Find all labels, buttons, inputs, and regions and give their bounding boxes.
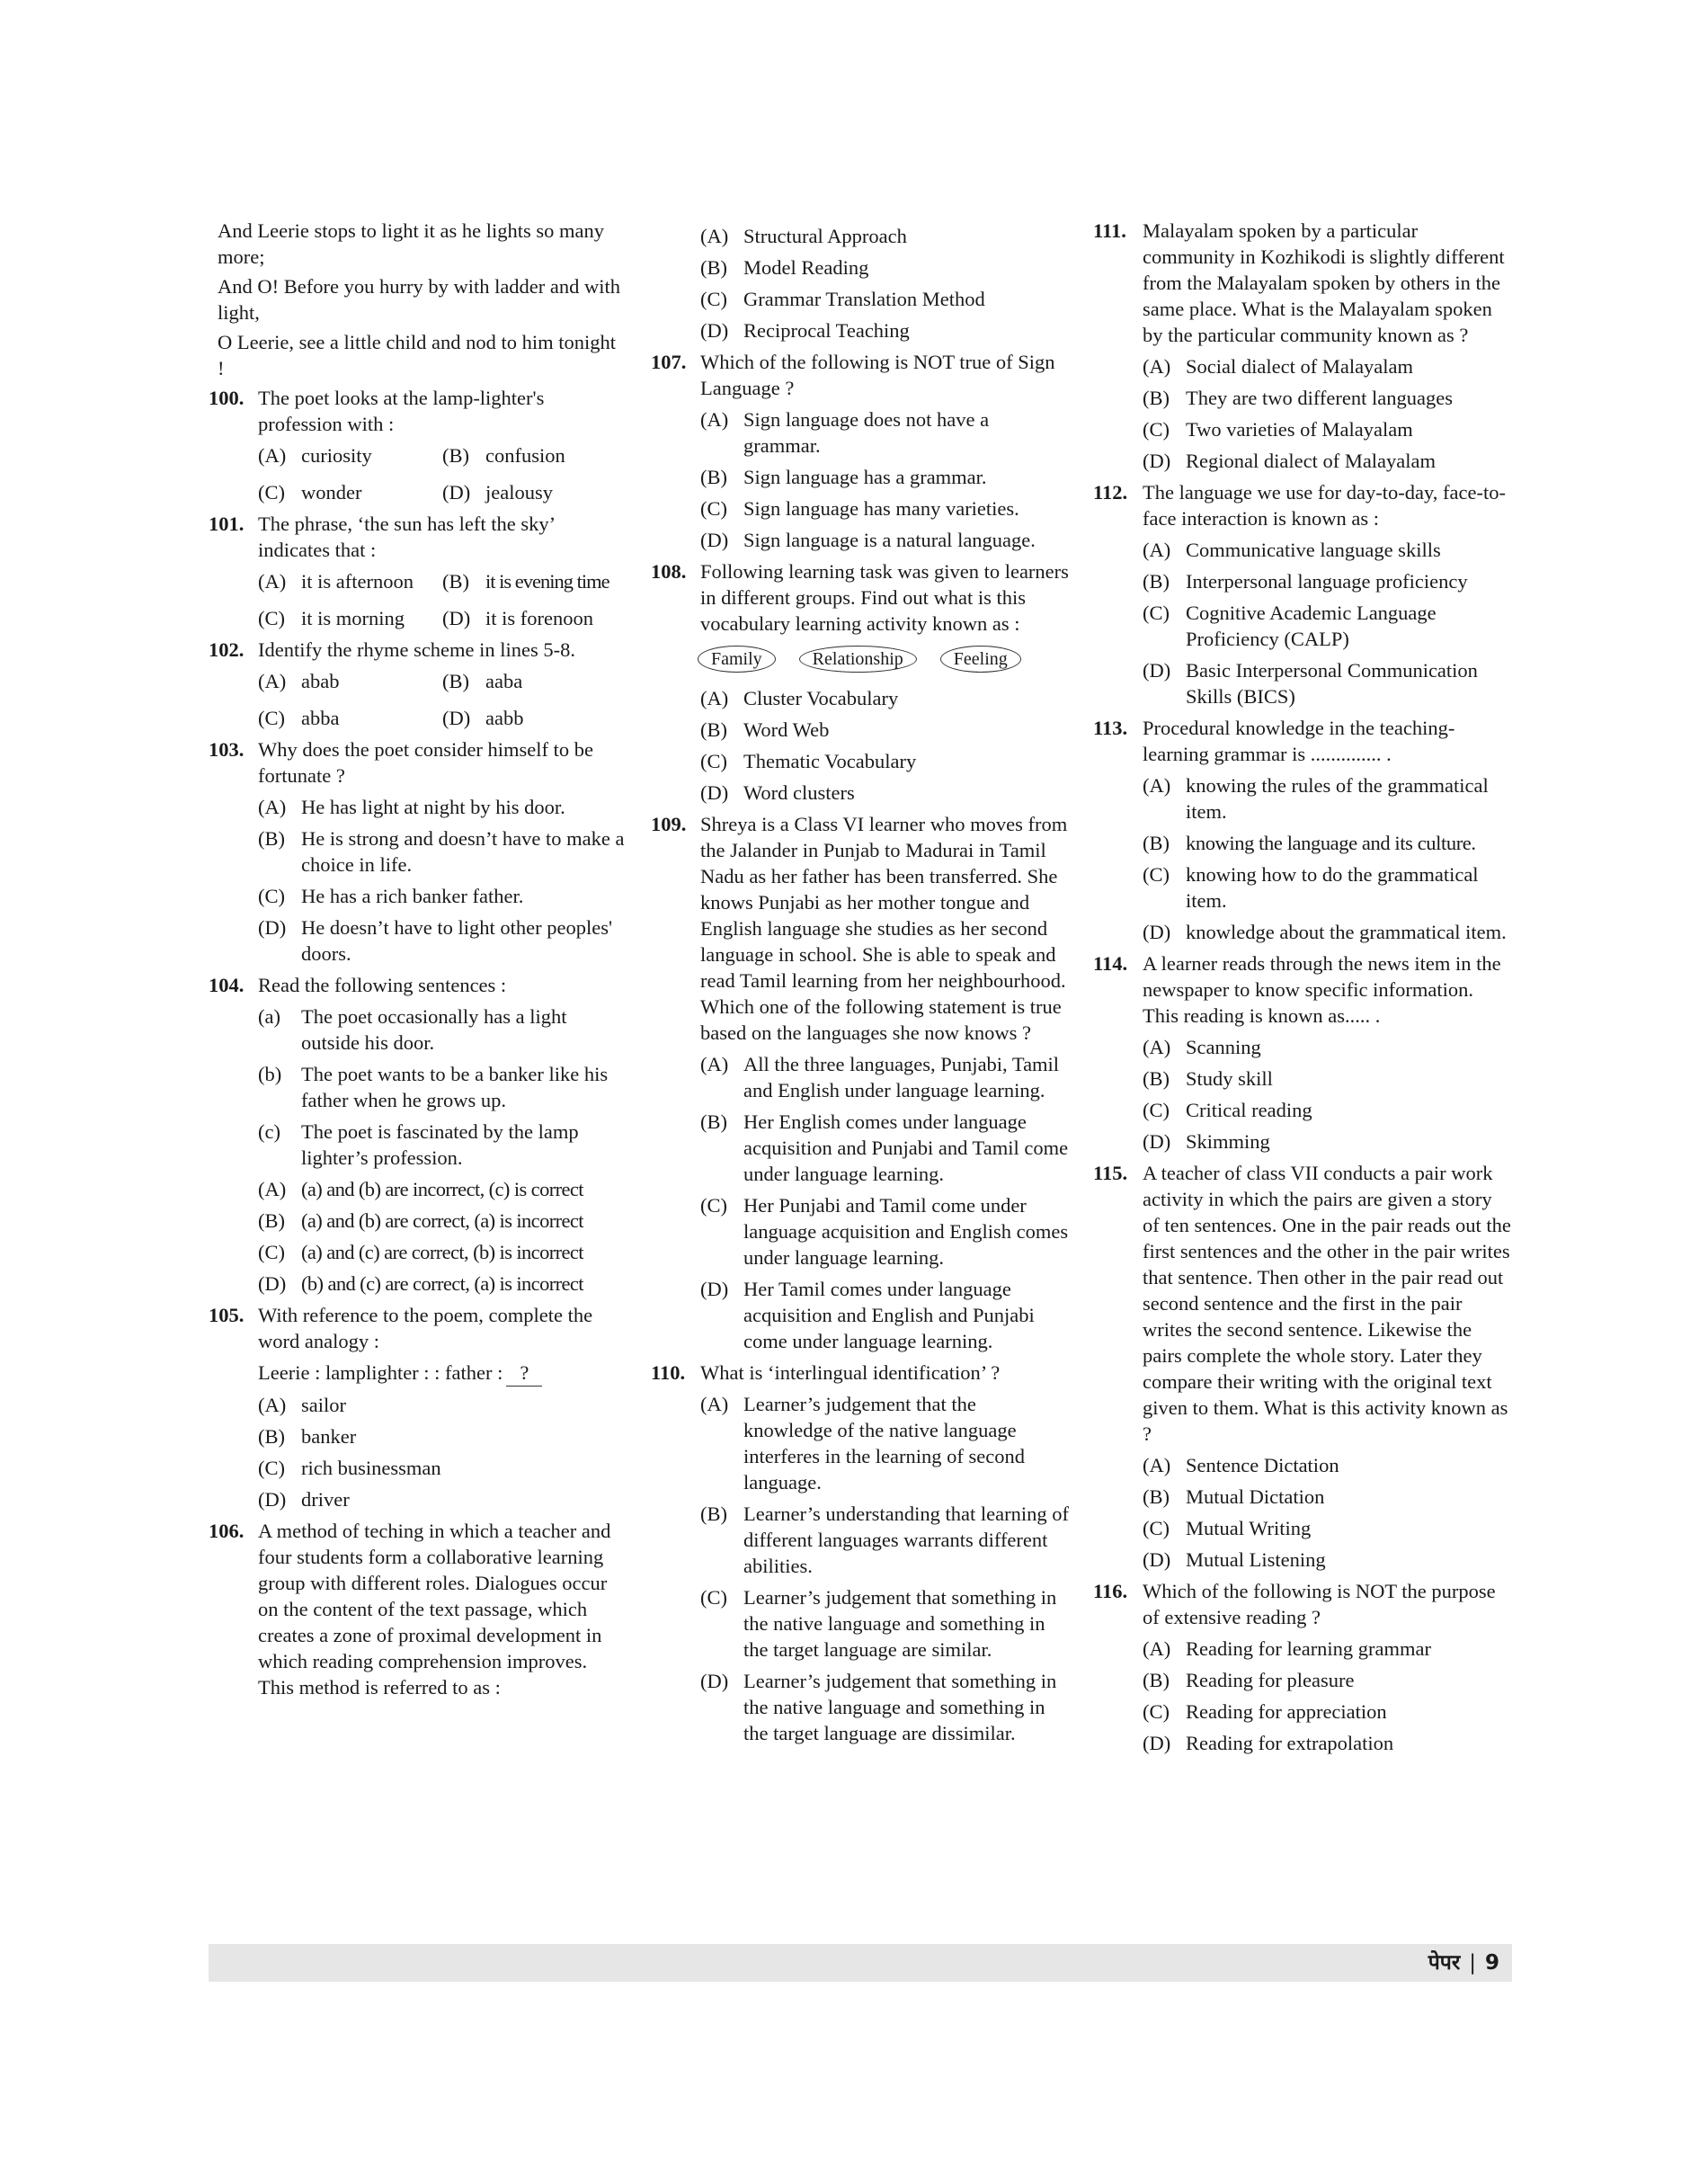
footer-separator: | [1469, 1951, 1476, 1975]
question-text: Why does the poet consider himself to be fortunate ? [258, 738, 594, 787]
option[interactable]: (A) Sign language does not have a grammar. [700, 408, 990, 457]
option[interactable]: (A) abab [258, 670, 340, 692]
page-footer [209, 1944, 1512, 1982]
option[interactable]: (C) Learner’s judgement that something in the native language and something in the target language are similar. [700, 1586, 1057, 1661]
question-text: Read the following sentences : [258, 974, 507, 996]
question-105 [209, 1302, 627, 1512]
option[interactable]: (C) Two varieties of Malayalam [1143, 418, 1413, 441]
option[interactable]: (C) Her Punjabi and Tamil come under language acquisition and English comes under language learning. [700, 1194, 1069, 1269]
question-number: 108. [651, 560, 687, 583]
option[interactable]: (B) Reading for pleasure [1143, 1669, 1355, 1691]
option[interactable]: (C) it is morning [258, 607, 405, 629]
option[interactable]: (A) Reading for learning grammar [1143, 1637, 1432, 1660]
question-115 [1093, 1160, 1512, 1573]
question-number: 106. [209, 1520, 245, 1542]
option[interactable]: (B) knowing the language and its culture. [1143, 832, 1476, 854]
option[interactable]: (D) it is forenoon [442, 607, 593, 629]
page-number: 9 [1484, 1951, 1499, 1975]
question-number: 116. [1093, 1580, 1128, 1602]
question-106 [209, 1518, 627, 1700]
question-109 [651, 811, 1070, 1354]
option[interactable]: (C) Mutual Writing [1143, 1517, 1312, 1539]
statement: (b) The poet wants to be a banker like his father when he grows up. [258, 1063, 609, 1111]
question-text: A method of teching in which a teacher and four students form a collaborative learning group with different roles. Dialogues occur on the content of the text passage, which creates a zone of proximal development in which reading comprehension improves. This method is referred to as : [258, 1520, 611, 1699]
question-106-options [651, 223, 1070, 343]
option[interactable]: (D) Sign language is a natural language. [700, 529, 1036, 551]
question-text: Which of the following is NOT the purpose of extensive reading ? [1143, 1580, 1496, 1628]
option[interactable]: (B) (a) and (b) are correct, (a) is incorrect [258, 1209, 583, 1232]
option[interactable]: (D) Learner’s judgement that something in the native language and something in the target language are dissimilar. [700, 1670, 1057, 1744]
option[interactable]: (B) Learner’s understanding that learning of different languages warrants different abilities. [700, 1503, 1069, 1577]
option[interactable]: (A) He has light at night by his door. [258, 796, 565, 818]
option[interactable]: (C) (a) and (c) are correct, (b) is incorrect [258, 1241, 583, 1263]
question-text: What is ‘interlingual identification’ ? [700, 1361, 1001, 1384]
question-text: Shreya is a Class VI learner who moves from the Jalander in Punjab to Madurai in Tamil Nadu as her father has been transferred. She knows Punjabi as her mother tongue and English language she studies as her second language in school. She is able to speak and read Tamil learning from her neighbourhood. Which one of the following statement is true based on the languages she now knows ? [700, 813, 1068, 1044]
question-text: Identify the rhyme scheme in lines 5-8. [258, 638, 576, 661]
vocabulary-chips [698, 646, 1070, 673]
option-grid [258, 442, 627, 505]
option[interactable]: (A) All the three languages, Punjabi, Tamil and English under language learning. [700, 1053, 1060, 1101]
question-number: 102. [209, 638, 245, 661]
option[interactable]: (B) Interpersonal language proficiency [1143, 570, 1468, 593]
option[interactable]: (A) Learner’s judgement that the knowledge of the native language interferes in the learning of second language. [700, 1393, 1026, 1494]
option[interactable]: (D) Reading for extrapolation [1143, 1732, 1394, 1754]
option[interactable]: (C) Cognitive Academic Language Proficiency (CALP) [1143, 602, 1437, 650]
question-text: The poet looks at the lamp-lighter's profession with : [258, 387, 545, 435]
poem-line: O Leerie, see a little child and nod to him tonight ! [218, 331, 617, 379]
question-number: 104. [209, 974, 245, 996]
analogy-blank: ? [506, 1360, 542, 1387]
option[interactable]: (C) Thematic Vocabulary [700, 750, 917, 772]
question-number: 115. [1093, 1162, 1128, 1184]
option[interactable]: (B) it is evening time [442, 570, 609, 593]
analogy-line: Leerie : lamplighter : : father : ? [258, 1360, 627, 1387]
question-text: Malayalam spoken by a particular community in Kozhikodi is slightly different from the Malayalam spoken by others in the same place. What is the Malayalam spoken by the particular community known as ? [1143, 219, 1505, 346]
option[interactable]: (C) rich businessman [258, 1457, 441, 1479]
option[interactable]: (B) Study skill [1143, 1067, 1273, 1090]
option[interactable]: (D) He doesn’t have to light other peoples' doors. [258, 916, 613, 965]
option[interactable]: (C) Reading for appreciation [1143, 1700, 1387, 1723]
question-text: With reference to the poem, complete the word analogy : [258, 1304, 593, 1352]
question-number: 109. [651, 813, 687, 835]
question-number: 113. [1093, 717, 1128, 739]
question-101 [209, 511, 627, 631]
question-text: Which of the following is NOT true of Sign Language ? [700, 351, 1055, 399]
option[interactable]: (D) jealousy [442, 481, 553, 504]
statement: (c) The poet is fascinated by the lamp lighter’s profession. [258, 1120, 579, 1169]
option[interactable]: (A) Scanning [1143, 1036, 1261, 1058]
question-112 [1093, 479, 1512, 709]
question-number: 100. [209, 387, 245, 409]
question-number: 101. [209, 513, 245, 535]
column-3 [1093, 218, 1512, 1761]
option[interactable]: (C) Sign language has many varieties. [700, 497, 1019, 520]
option[interactable]: (D) knowledge about the grammatical item. [1143, 921, 1507, 943]
question-text: The language we use for day-to-day, face-to-face interaction is known as : [1143, 481, 1506, 530]
question-102 [209, 637, 627, 731]
question-104 [209, 972, 627, 1297]
question-110 [651, 1360, 1070, 1746]
question-number: 103. [209, 738, 245, 761]
option[interactable]: (D) Skimming [1143, 1130, 1270, 1153]
option[interactable]: (B) Mutual Dictation [1143, 1485, 1325, 1508]
option[interactable]: (B) He is strong and doesn’t have to make a choice in life. [258, 827, 625, 876]
question-text: Procedural knowledge in the teaching-learning grammar is .............. . [1143, 717, 1455, 765]
option[interactable]: (D) Regional dialect of Malayalam [1143, 450, 1437, 472]
chip-relationship: Relationship [799, 646, 917, 673]
option[interactable]: (C) abba [258, 707, 340, 729]
option[interactable]: (D) Basic Interpersonal Communication Skills (BICS) [1143, 659, 1478, 708]
option[interactable]: (C) wonder [258, 481, 362, 504]
question-116 [1093, 1578, 1512, 1756]
option[interactable]: (D) Word clusters [700, 781, 855, 804]
option[interactable]: (B) They are two different languages [1143, 387, 1453, 409]
option[interactable]: (B) Model Reading [700, 256, 869, 279]
option[interactable]: (A) knowing the rules of the grammatical item. [1143, 774, 1489, 823]
question-100 [209, 385, 627, 505]
option[interactable]: (B) Sign language has a grammar. [700, 466, 987, 488]
question-text: A teacher of class VII conducts a pair work activity in which the pairs are given a story of ten sentences. One in the pair reads out the first sentences and the other in the pair writes that sentence. Then other in the pair read out second sentence and the first in the pair writes the second sentence. Likewise the pairs complete the whole story. Later they compare their writing with the original text given to them. What is this activity known as ? [1143, 1162, 1511, 1445]
option[interactable]: (B) banker [258, 1425, 357, 1448]
option[interactable]: (A) Structural Approach [700, 225, 907, 247]
question-number: 114. [1093, 952, 1128, 975]
question-text: A learner reads through the news item in the newspaper to know specific information. This reading is known as..... . [1143, 952, 1501, 1027]
question-108 [651, 558, 1070, 806]
option[interactable]: (C) He has a rich banker father. [258, 885, 524, 907]
option[interactable]: (B) aaba [442, 670, 523, 692]
option[interactable]: (B) Her English comes under language acquisition and Punjabi and Tamil come under language learning. [700, 1110, 1069, 1185]
question-number: 110. [651, 1361, 686, 1384]
option[interactable]: (C) Critical reading [1143, 1099, 1312, 1121]
poem-line: And O! Before you hurry by with ladder and with light, [218, 275, 621, 324]
poem-line: And Leerie stops to light it as he lights so many more; [218, 219, 604, 268]
option[interactable]: (D) (b) and (c) are correct, (a) is incorrect [258, 1272, 583, 1295]
chip-feeling: Feeling [940, 646, 1021, 673]
question-114 [1093, 950, 1512, 1155]
question-111 [1093, 218, 1512, 474]
question-number: 112. [1093, 481, 1128, 504]
option[interactable]: (D) Her Tamil comes under language acquisition and English and Punjabi come under language learning. [700, 1278, 1035, 1352]
question-text: The phrase, ‘the sun has left the sky’ indicates that : [258, 513, 555, 561]
question-text: Following learning task was given to learners in different groups. Find out what is this vocabulary learning activity known as : [700, 560, 1069, 635]
question-number: 111. [1093, 219, 1126, 242]
column-1 [209, 218, 627, 1705]
option[interactable]: (A) Sentence Dictation [1143, 1454, 1339, 1476]
option[interactable]: (A) (a) and (b) are incorrect, (c) is correct [258, 1178, 583, 1200]
option[interactable]: (C) Grammar Translation Method [700, 288, 985, 310]
question-113 [1093, 715, 1512, 945]
paper-label: पेपर [1428, 1951, 1461, 1975]
question-103 [209, 736, 627, 967]
option[interactable]: (A) Cluster Vocabulary [700, 687, 899, 709]
option[interactable]: (A) curiosity [258, 444, 372, 467]
statement: (a) The poet occasionally has a light outside his door. [258, 1005, 567, 1054]
question-number: 105. [209, 1304, 245, 1326]
option[interactable]: (B) Word Web [700, 718, 830, 741]
option[interactable]: (D) Reciprocal Teaching [700, 319, 910, 342]
option[interactable]: (A) it is afternoon [258, 570, 414, 593]
option[interactable]: (A) Communicative language skills [1143, 539, 1441, 561]
option[interactable]: (D) aabb [442, 707, 524, 729]
option[interactable]: (D) Mutual Listening [1143, 1548, 1326, 1571]
option[interactable]: (B) confusion [442, 444, 565, 467]
column-2 [651, 218, 1070, 1752]
option[interactable]: (D) driver [258, 1488, 350, 1511]
footer-label [1428, 1950, 1499, 1976]
option-grid [258, 668, 627, 731]
option[interactable]: (A) sailor [258, 1394, 346, 1416]
option[interactable]: (A) Social dialect of Malayalam [1143, 355, 1414, 378]
chip-family: Family [698, 646, 776, 673]
option[interactable]: (C) knowing how to do the grammatical item. [1143, 863, 1479, 912]
question-107 [651, 349, 1070, 553]
option-grid [258, 568, 627, 631]
question-number: 107. [651, 351, 687, 373]
